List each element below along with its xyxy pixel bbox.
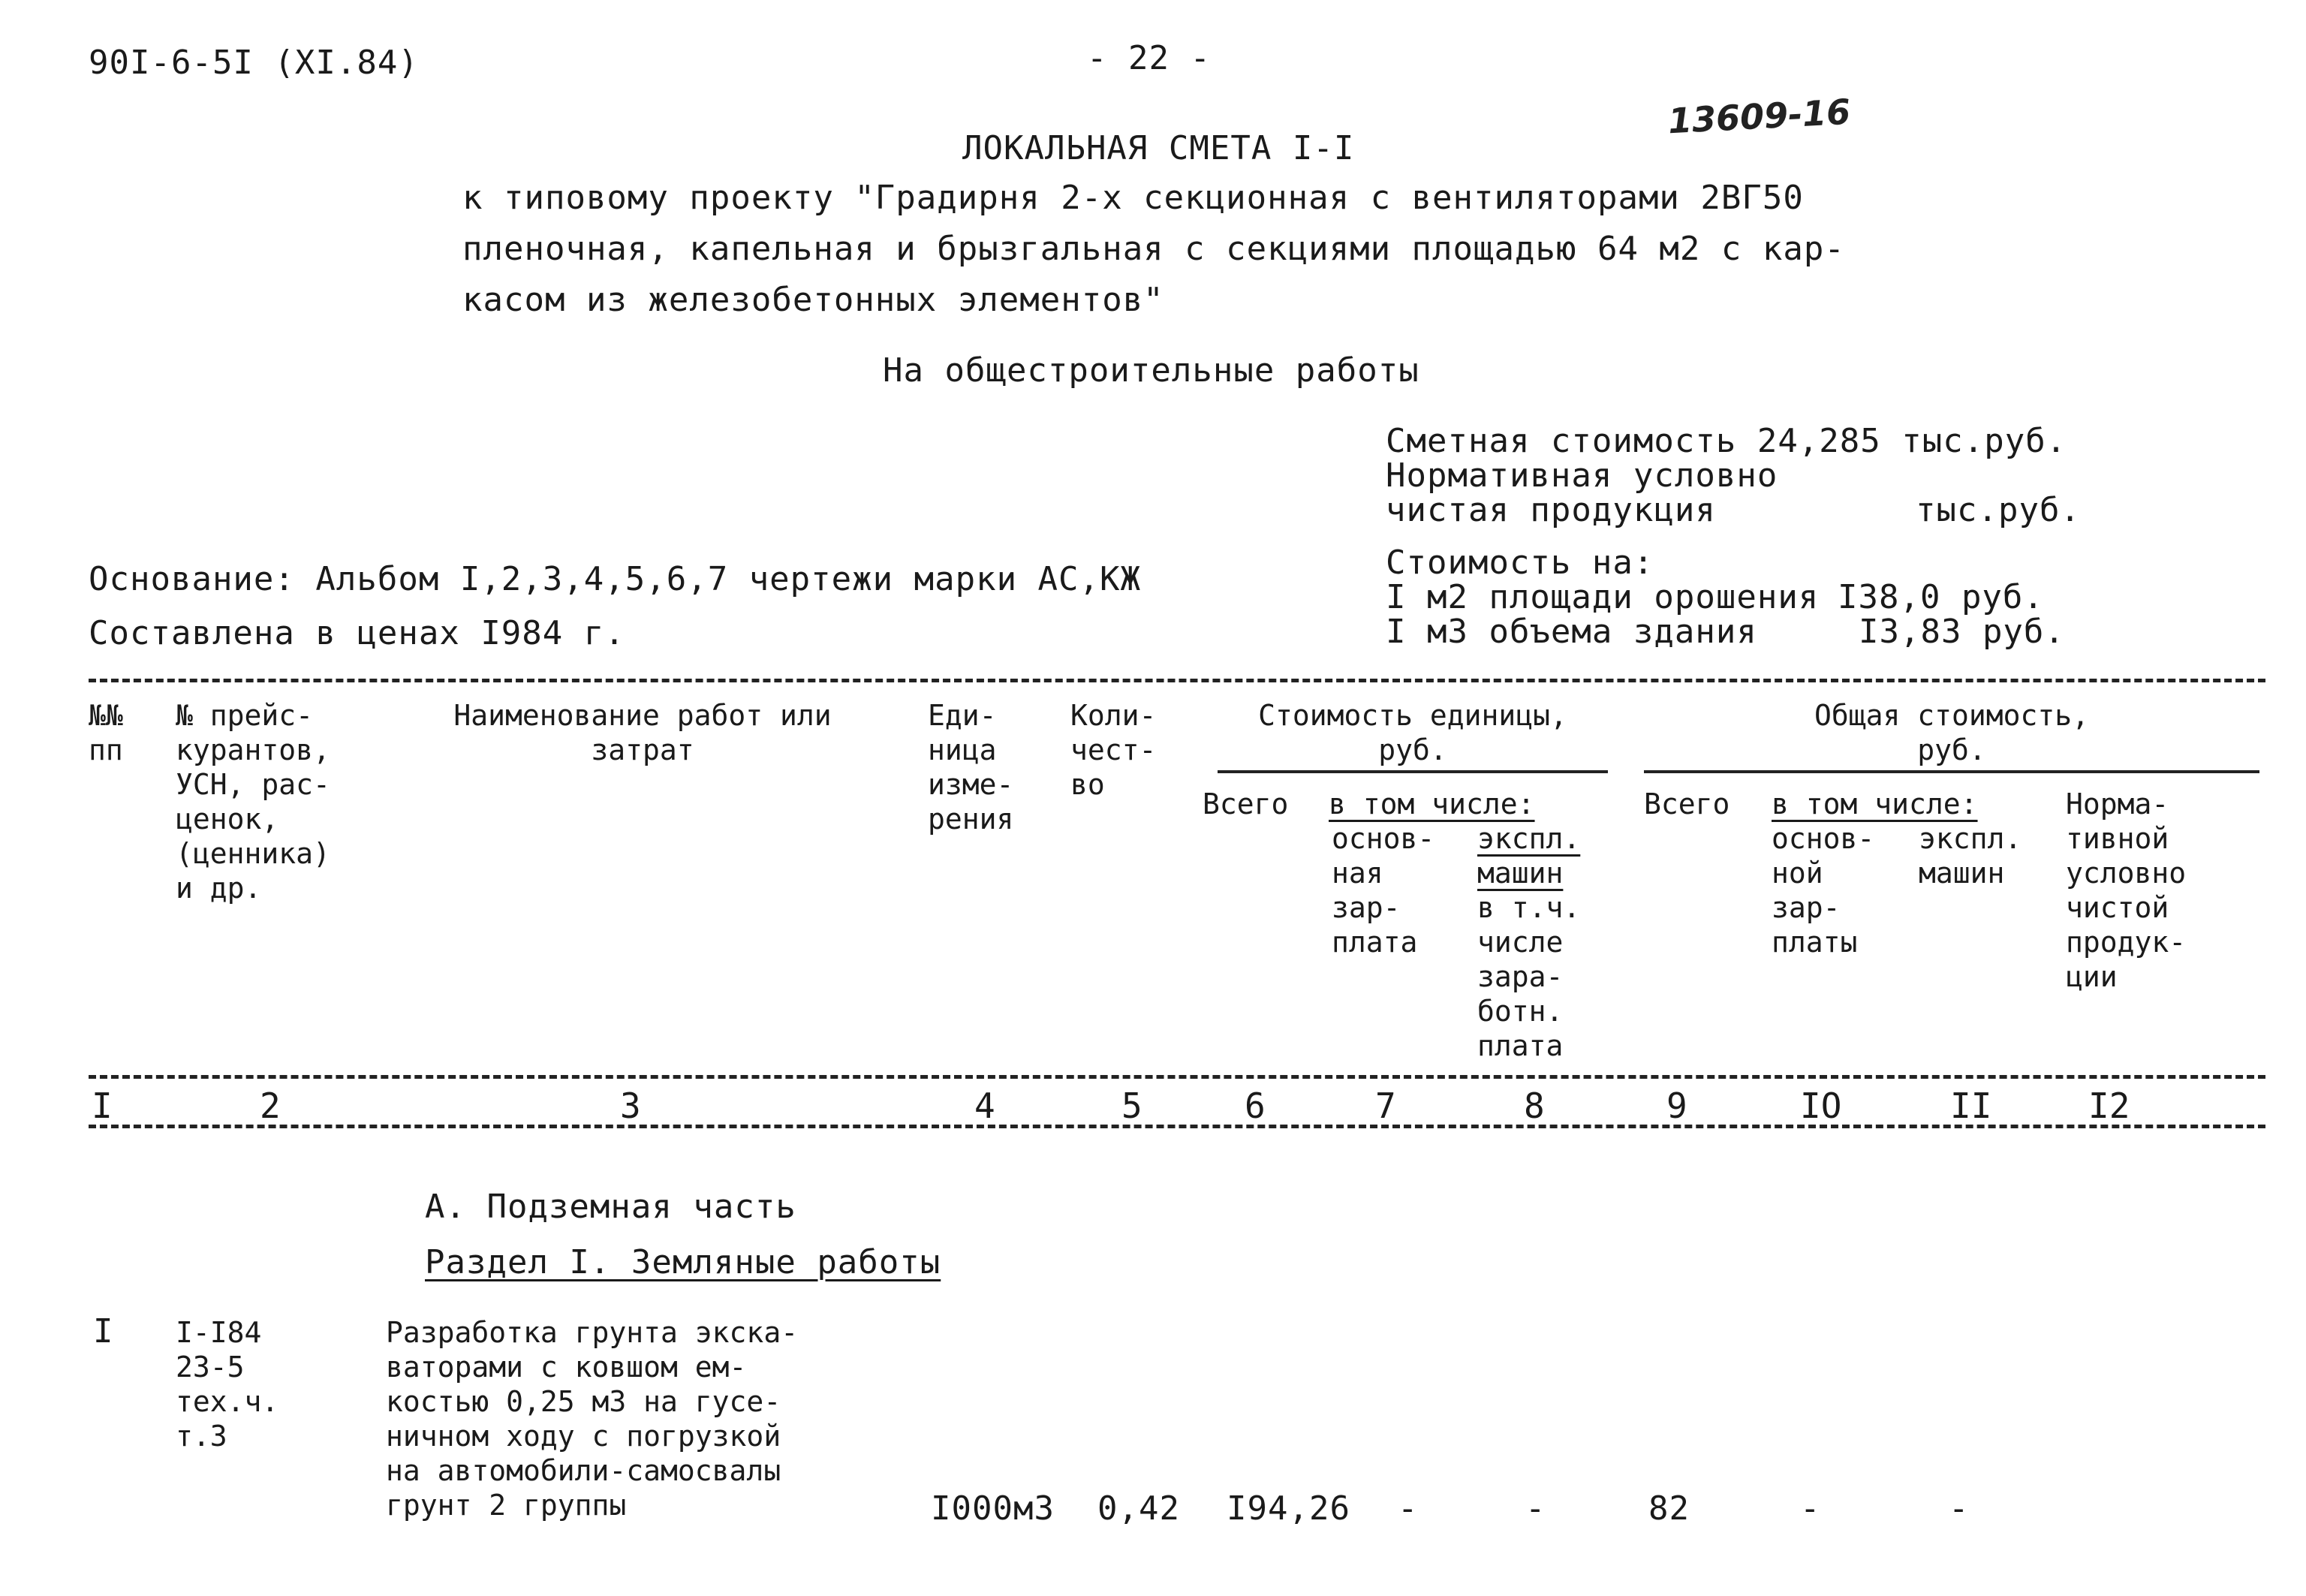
header-col-12: Норма- тивной условно чистой продук- ции [2066, 787, 2187, 993]
header-col-9: Всего [1644, 787, 1730, 821]
row-1-code: I-I84 23-5 тех.ч. т.3 [176, 1316, 279, 1453]
estimated-cost: Сметная стоимость 24,285 тыс.руб. [1386, 422, 2067, 460]
header-incl-total: в том числе: [1772, 787, 1978, 821]
unit-cost-group-rule [1218, 770, 1608, 773]
column-number-6: 6 [1245, 1086, 1266, 1126]
column-number-7: 7 [1375, 1086, 1396, 1126]
header-total-cost-group: Общая стоимость, руб. [1814, 699, 2090, 766]
row-1-total-salary: - [1800, 1489, 1821, 1528]
column-numbers-rule [89, 1125, 2265, 1128]
header-col-11: экспл. машин [1919, 822, 2022, 890]
row-1-unit-total: I94,26 [1227, 1489, 1350, 1528]
column-number-11: II [1950, 1086, 1992, 1126]
cost-per-m2-label: I м2 площади орошения [1386, 578, 1820, 616]
column-number-9: 9 [1666, 1086, 1687, 1126]
column-number-8: 8 [1524, 1086, 1545, 1126]
stamp-number: 13609-16 [1666, 91, 1852, 142]
header-bottom-rule [89, 1075, 2265, 1079]
header-incl-unit: в том числе: [1329, 787, 1535, 821]
cost-per-m3-label: I м3 объема здания [1386, 613, 1757, 651]
header-col-3: Наименование работ или затрат [453, 699, 832, 766]
work-type: На общестроительные работы [883, 351, 1419, 390]
row-1-unit-machines: - [1525, 1489, 1546, 1528]
column-number-10: IO [1800, 1086, 1842, 1126]
basis-line-1: Основание: Альбом I,2,3,4,5,6,7 чертежи марки АС,КЖ [89, 560, 1142, 598]
row-1-name: Разработка грунта экска- ваторами с ковшом ем- костью 0,25 м3 на гусе- ничном ходу с погрузкой на автомобили-самосвалы грунт 2 группы [386, 1316, 799, 1522]
basis-line-2: Составлена в ценах I984 г. [89, 614, 625, 652]
normative-line-2: чистая продукция [1386, 491, 1716, 529]
header-col-10: основ- ной зар- платы [1772, 822, 1875, 959]
header-unit-cost-group: Стоимость единицы, руб. [1258, 699, 1567, 766]
row-1-total-machines: - [1949, 1489, 1970, 1528]
header-col-2: № прейс- курантов, УСН, рас- ценок, (ценника) и др. [176, 699, 330, 905]
header-col-4: Еди- ница изме- рения [928, 699, 1014, 836]
cost-per-m2-value: I38,0 руб. [1838, 578, 2044, 616]
estimate-heading: ЛОКАЛЬНАЯ СМЕТА I-I [962, 129, 1355, 167]
total-cost-group-rule [1644, 770, 2259, 773]
subtitle-line-2: пленочная, капельная и брызгальная с секциями площадью 64 м2 с кар- [462, 230, 1845, 268]
normative-line-1: Нормативная условно [1386, 456, 1778, 495]
header-col-1: №№ пп [89, 699, 123, 766]
header-col-7: основ- ная зар- плата [1332, 822, 1435, 959]
header-col-5: Коли- чест- во [1070, 699, 1157, 801]
header-col-8-machines: экспл. машин [1477, 822, 1581, 890]
section-part: А. Подземная часть [425, 1188, 796, 1226]
column-number-5: 5 [1121, 1086, 1142, 1126]
cost-per-heading: Стоимость на: [1386, 544, 1654, 582]
subtitle-line-1: к типовому проекту "Градирня 2-х секционная с вентиляторами 2ВГ50 [462, 179, 1804, 217]
column-number-4: 4 [974, 1086, 995, 1126]
normative-unit: тыс.руб. [1916, 491, 2081, 529]
row-1-total: 82 [1648, 1489, 1690, 1528]
row-1-unit: I000м3 [931, 1489, 1055, 1528]
header-top-rule [89, 679, 2265, 682]
header-col-6: Всего [1203, 787, 1289, 821]
subtitle-line-3: касом из железобетонных элементов" [462, 281, 1164, 319]
row-1-quantity: 0,42 [1097, 1489, 1180, 1528]
document-code: 90I-6-5I (XI.84) [89, 44, 419, 82]
page-number: - 22 - [1087, 39, 1211, 77]
section-chapter: Раздел I. Земляные работы [425, 1243, 941, 1281]
row-1-unit-salary: - [1398, 1489, 1419, 1528]
column-number-12: I2 [2088, 1086, 2130, 1126]
cost-per-m3-value: I3,83 руб. [1859, 613, 2065, 651]
column-number-3: 3 [620, 1086, 641, 1126]
row-1-number: I [93, 1312, 114, 1351]
column-number-1: I [92, 1086, 113, 1126]
column-number-2: 2 [260, 1086, 281, 1126]
header-col-8-salary: в т.ч. числе зара- ботн. плата [1477, 891, 1581, 1062]
